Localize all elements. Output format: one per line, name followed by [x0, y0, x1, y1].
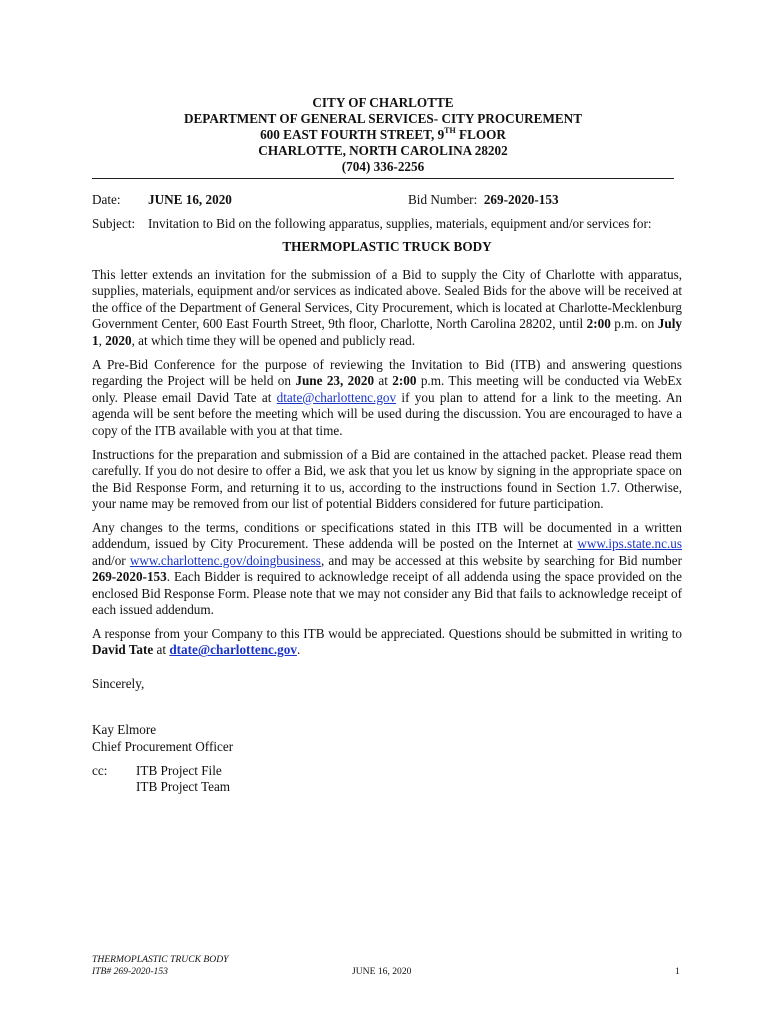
closing-sincerely: Sincerely, — [92, 676, 145, 691]
cc-item: ITB Project Team — [136, 779, 231, 794]
letterhead-department: DEPARTMENT OF GENERAL SERVICES- CITY PROCUREMENT — [183, 111, 583, 126]
letterhead — [92, 95, 674, 175]
doingbusiness-link[interactable]: www.charlottenc.gov/doingbusiness — [129, 552, 321, 568]
paragraph-instructions: Instructions for the preparation and submission of a Bid are contained in the attached packet. Please read them carefully. If you do not desire to offer a Bid, we ask that you let us know by signing in the appropriate space on the Bid Response Form, and returning it to us, according to the instructions found in Section 1.7. Otherwise, your name may be removed from our list of potential Bidders considered for future participation. — [92, 447, 682, 512]
cc-item: ITB Project File — [136, 763, 222, 778]
date-value: JUNE 16, 2020 — [148, 192, 232, 207]
letterhead-city: CITY OF CHARLOTTE — [312, 95, 454, 110]
ips-link[interactable]: www.ips.state.nc.us — [577, 536, 682, 552]
letterhead-address: 600 EAST FOURTH STREET, 9TH FLOOR — [260, 125, 506, 142]
paragraph-response: A response from your Company to this ITB would be appreciated. Questions should be submitted in writing to David Tate at dtate@charlottenc.gov. — [92, 626, 682, 658]
signer-title: Chief Procurement Officer — [92, 739, 234, 754]
paragraph-invitation: This letter extends an invitation for the submission of a Bid to supply the City of Charlotte with apparatus, supplies, materials, equipment and/or services as indicated above. Sealed Bids for the above will be received at the office of the Department of General Services, City Procurement, which is located at Charlotte-Mecklenburg Government Center, 600 East Fourth Street, 9th floor, Charlotte, North Carolina 28202, until 2:00 p.m. on July 1, 2020, at which time they will be opened and publicly read. — [92, 267, 682, 348]
paragraph-addenda: Any changes to the terms, conditions or specifications stated in this ITB will be documented in a written addendum, issued by City Procurement. These addenda will be posted on the Internet at www.ips.state.nc.us and/or www.charlottenc.gov/doingbusiness, and may be accessed at this website by searching for Bid number 269-2020-153. Each Bidder is required to acknowledge receipt of all addenda using the space provided on the enclosed Bid Response Form. Please note that we may not consider any Bid that fails to acknowledge receipt of each issued addendum. — [92, 520, 682, 618]
bid-number: Bid Number: 269-2020-153 — [408, 192, 559, 207]
date-label: Date: — [92, 192, 121, 207]
cc-label: cc: — [92, 763, 108, 778]
footer-date: JUNE 16, 2020 — [352, 966, 412, 977]
letterhead-phone: (704) 336-2256 — [341, 159, 425, 174]
letterhead-city-state: CHARLOTTE, NORTH CAROLINA 28202 — [258, 143, 508, 158]
signer-name: Kay Elmore — [92, 722, 157, 737]
footer-title: THERMOPLASTIC TRUCK BODY — [92, 954, 229, 965]
page-number: 1 — [675, 966, 680, 977]
bid-title: THERMOPLASTIC TRUCK BODY — [282, 239, 492, 254]
header-divider — [92, 178, 674, 179]
email-link[interactable]: dtate@charlottenc.gov — [276, 389, 397, 405]
subject-label: Subject: — [92, 216, 136, 231]
subject-text: Invitation to Bid on the following apparatus, supplies, materials, equipment and/or services for: — [148, 216, 652, 231]
paragraph-prebid: A Pre-Bid Conference for the purpose of reviewing the Invitation to Bid (ITB) and answering questions regarding the Project will be held on June 23, 2020 at 2:00 p.m. This meeting will be conducted via WebEx only. Please email David Tate at dtate@charlottenc.gov if you plan to attend for a link to the meeting. An agenda will be sent before the meeting which will be used during the discussion. You are encouraged to have a copy of the ITB available with you at that time. — [92, 357, 682, 438]
contact-email-link[interactable]: dtate@charlottenc.gov — [169, 642, 297, 658]
footer-itb-number: ITB# 269-2020-153 — [92, 966, 168, 977]
